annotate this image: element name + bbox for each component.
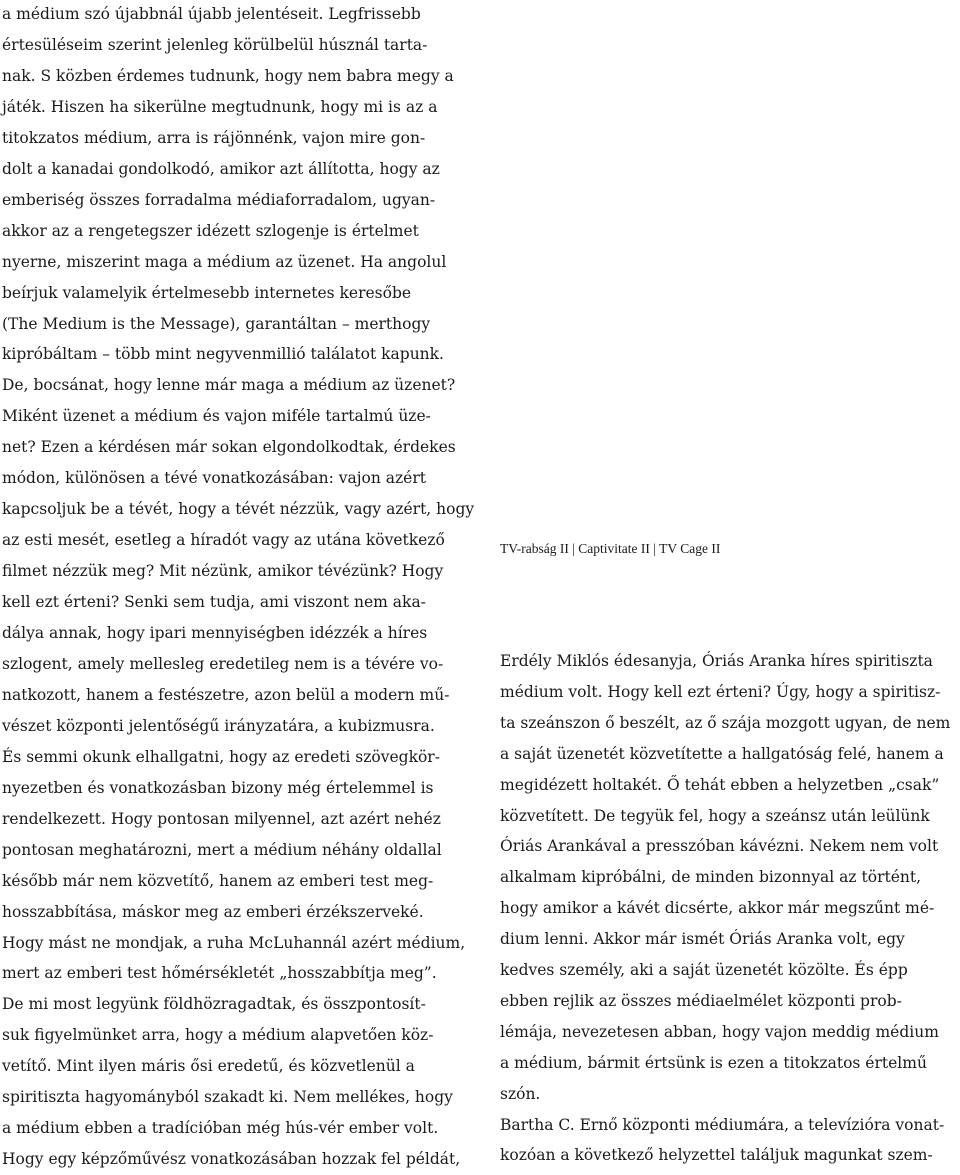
- text-line: médium volt. Hogy kell ezt érteni? Úgy, hogy a spiritisz-: [500, 682, 941, 701]
- text-line: Bartha C. Ernő központi médiumára, a televízióra vonat-: [500, 1115, 945, 1134]
- text-line: natkozott, hanem a festészetre, azon belül a modern mű-: [2, 685, 450, 704]
- text-line: kapcsoljuk be a tévét, hogy a tévét nézzük, vagy azért, hogy: [2, 500, 475, 519]
- text-line: módon, különösen a tévé vonatkozásában: vajon azért: [2, 469, 426, 488]
- image-caption: TV-rabság II | Captivitate II | TV Cage II: [500, 541, 721, 556]
- text-line: rendelkezett. Hogy pontosan milyennel, azt azért nehéz: [2, 809, 441, 828]
- text-line: Óriás Arankával a presszóban kávézni. Nekem nem volt: [500, 837, 939, 856]
- text-line: akkor az a rengetegszer idézett szlogenje is értelmet: [2, 221, 419, 240]
- text-line: (The Medium is the Message), garantáltan – merthogy: [2, 314, 431, 333]
- text-line: hosszabbítása, máskor meg az emberi érzékszerveké.: [2, 902, 424, 921]
- text-line: titokzatos médium, arra is rájönnénk, vajon mire gon-: [2, 128, 426, 147]
- text-line: nak. S közben érdemes tudnunk, hogy nem babra megy a: [2, 66, 454, 85]
- text-line: vészet központi jelentőségű irányzatára, a kubizmusra.: [2, 716, 435, 735]
- text-line: dolt a kanadai gondolkodó, amikor azt állította, hogy az: [2, 159, 440, 178]
- text-line: spiritiszta hagyományból szakadt ki. Nem mellékes, hogy: [2, 1088, 453, 1107]
- text-line: megidézett holtakét. Ő tehát ebben a helyzetben „csak”: [500, 775, 940, 794]
- text-line: szlogent, amely mellesleg eredetileg nem is a tévére vo-: [2, 654, 444, 673]
- text-line: dium lenni. Akkor már ismét Óriás Aranka volt, egy: [500, 930, 905, 949]
- text-line: De, bocsánat, hogy lenne már maga a médium az üzenet?: [2, 376, 456, 395]
- text-line: vetítő. Mint ilyen máris ősi eredetű, és közvetlenül a: [2, 1057, 415, 1076]
- text-line: kipróbáltam – több mint negyvenmillió találatot kapunk.: [2, 345, 444, 364]
- text-line: nyezetben és vonatkozásban bizony még értelemmel is: [2, 778, 434, 797]
- text-line: kedves személy, aki a saját üzenetét közölte. És épp: [500, 961, 908, 979]
- text-line: De mi most legyünk földhözragadtak, és összpontosít-: [2, 995, 426, 1014]
- text-line: közvetített. De tegyük fel, hogy a szeánsz után leülünk: [500, 806, 930, 825]
- text-line: net? Ezen a kérdésen már sokan elgondolkodtak, érdekes: [2, 438, 456, 457]
- text-line: ta szeánszon ő beszélt, az ő szája mozgott ugyan, de nem: [500, 713, 951, 732]
- text-line: a médium szó újabbnál újabb jelentéseit. Legfrissebb: [2, 5, 421, 23]
- text-line: dálya annak, hogy ipari mennyiségben idézzék a híres: [2, 624, 428, 642]
- text-line: beírjuk valamelyik értelmesebb internetes keresőbe: [2, 283, 412, 302]
- text-line: És semmi okunk elhallgatni, hogy az eredeti szövegkör-: [2, 747, 440, 766]
- text-line: alkalmam kipróbálni, de minden bizonnyal az történt,: [500, 868, 922, 887]
- text-line: Miként üzenet a médium és vajon miféle tartalmú üze-: [2, 407, 431, 426]
- text-line: nyerne, miszerint maga a médium az üzenet. Ha angolul: [2, 252, 447, 271]
- text-line: a saját üzenetét közvetítette a hallgatóság felé, hanem a: [500, 744, 944, 763]
- text-line: Hogy egy képzőművész vonatkozásában hozzak fel példát,: [2, 1150, 461, 1169]
- text-line: pontosan meghatározni, mert a médium néhány oldallal: [2, 840, 442, 859]
- text-line: ebben rejlik az összes médiaelmélet központi prob-: [500, 991, 902, 1010]
- text-line: játék. Hiszen ha sikerülne megtudnunk, hogy mi is az a: [2, 97, 438, 116]
- text-line: emberiség összes forradalma médiaforradalom, ugyan-: [2, 190, 436, 209]
- text-line: a médium, bármit értsünk is ezen a titokzatos értelmű: [500, 1053, 927, 1072]
- text-line: hogy amikor a kávét dicsérte, akkor már megszűnt mé-: [500, 899, 935, 918]
- text-line: Erdély Miklós édesanyja, Óriás Aranka híres spiritiszta: [500, 652, 933, 670]
- text-line: suk figyelmünket arra, hogy a médium alapvetően köz-: [2, 1026, 434, 1045]
- text-line: az esti mesét, esetleg a híradót vagy az utána következő: [2, 531, 445, 550]
- text-line: lémája, nevezetesen abban, hogy vajon meddig médium: [500, 1022, 939, 1041]
- text-line: a médium ebben a tradícióban még hús-vér ember volt.: [2, 1119, 439, 1138]
- text-line: mert az emberi test hőmérsékletét „hosszabbítja meg”.: [2, 964, 437, 983]
- text-line: kell ezt érteni? Senki sem tudja, ami viszont nem aka-: [2, 593, 426, 612]
- text-line: kozóan a következő helyzettel találjuk magunkat szem-: [500, 1146, 933, 1165]
- text-line: Hogy mást ne mondjak, a ruha McLuhannál azért médium,: [2, 933, 466, 952]
- text-line: később már nem közvetítő, hanem az emberi test meg-: [2, 871, 434, 890]
- text-line: szón.: [500, 1084, 541, 1103]
- text-line: értesüléseim szerint jelenleg körülbelül húsznál tarta-: [2, 35, 428, 54]
- text-line: filmet nézzük meg? Mit nézünk, amikor tévézünk? Hogy: [2, 562, 444, 581]
